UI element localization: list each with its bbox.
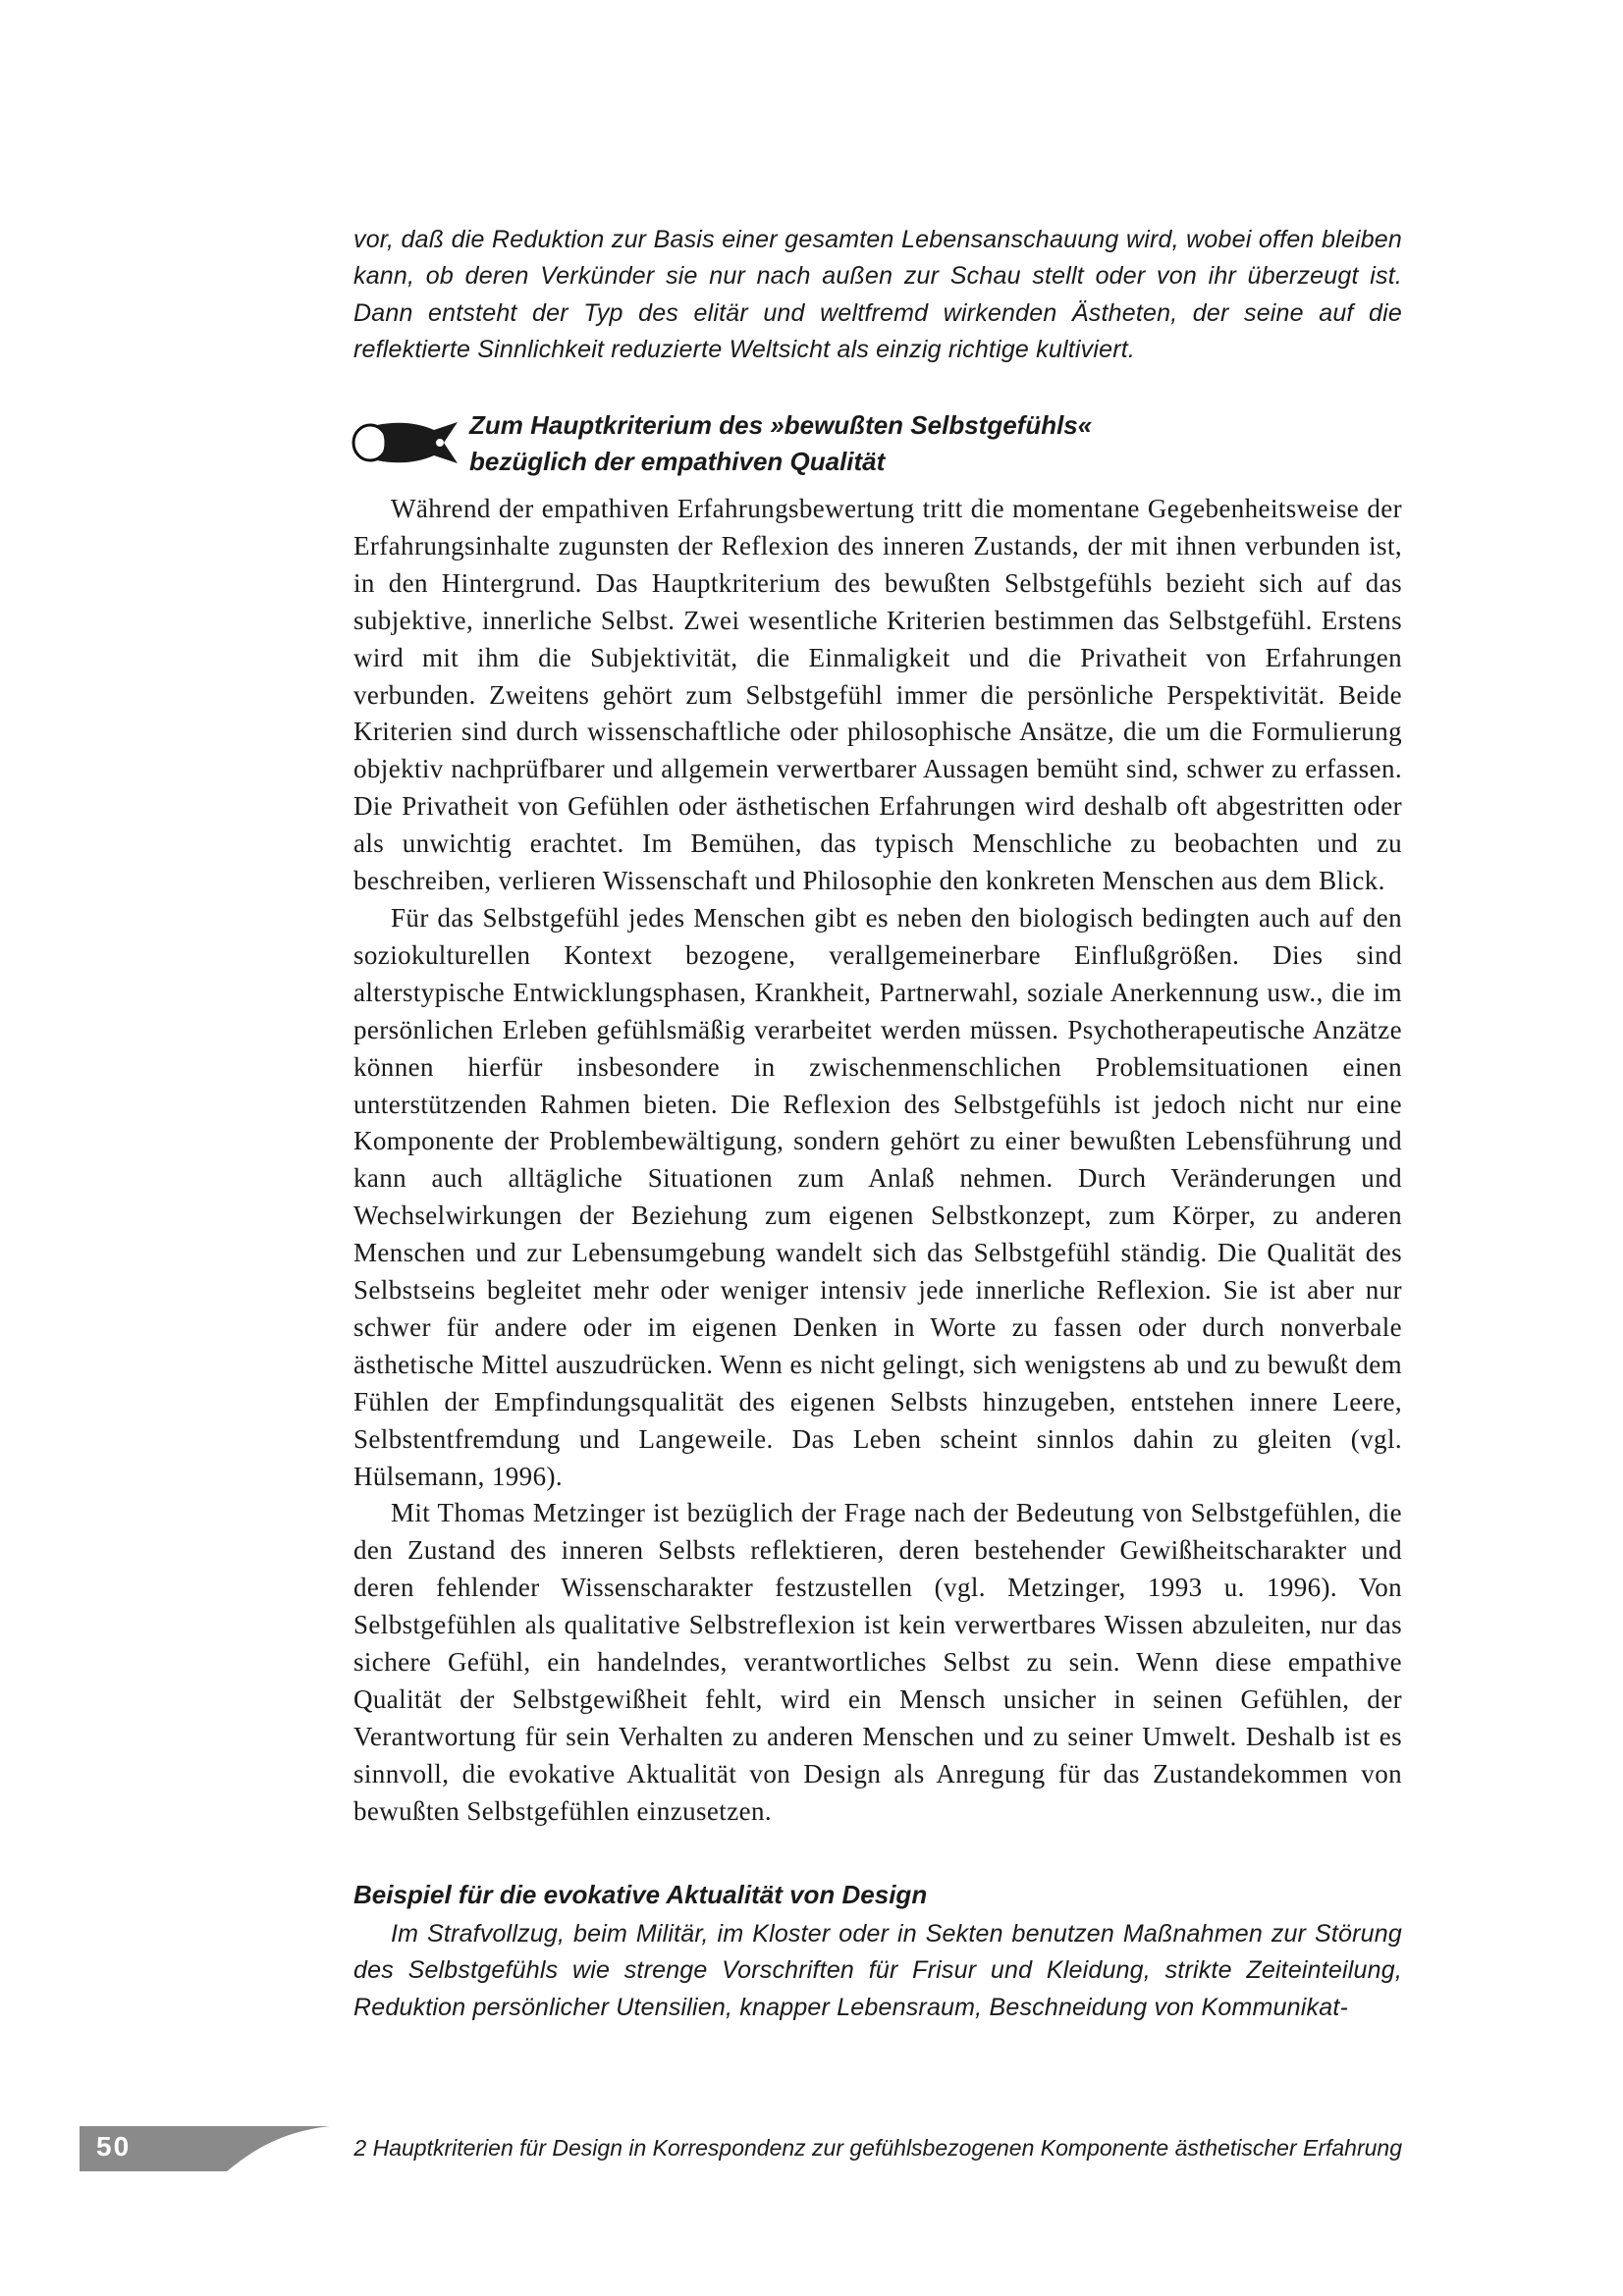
body-paragraph-1: Während der empathiven Erfahrungsbewertung tritt die momentane Gegebenheitsweise der Erfahrungsinhalte zugunsten der Reflexion des inneren Zustands, der mit ihnen verbunden ist, in den Hintergrund. Das Hauptkriterium des bewußten Selbstgefühls bezieht sich auf das subjektive, innerliche Selbst. Zwei wesentliche Kriterien bestimmen das Selbstgefühl. Erstens wird mit ihm die Subjektivität, die Einmaligkeit und die Privatheit von Erfahrungen verbunden. Zweitens gehört zum Selbstgefühl immer die persönliche Perspektivität. Beide Kriterien sind durch wissenschaftliche oder philosophische Ansätze, die um die Formulierung objektiv nachprüfbarer und allgemein verwertbarer Aussagen bemüht sind, schwer zu erfassen. Die Privatheit von Gefühlen oder ästhetischen Erfahrungen wird deshalb oft abgestritten oder als unwichtig erachtet. Im Bemühen, das typisch Menschliche zu beobachten und zu beschreiben, verlieren Wissenschaft und Philosophie den konkreten Menschen aus dem Blick. xyxy=(353,494,1402,896)
body-paragraph-3: Mit Thomas Metzinger ist bezüglich der Frage nach der Bedeutung von Selbstgefühlen, die den Zustand des inneren Selbsts reflektieren, deren bestehender Gewißheitscharakter und deren fehlender Wissenscharakter festzustellen (vgl. Metzinger, 1993 u. 1996). Von Selbstgefühlen als qualitative Selbstreflexion ist kein verwertbares Wissen abzuleiten, nur das sichere Gefühl, ein handelndes, verantwortliches Selbst zu sein. Wenn diese empathive Qualität der Selbstgewißheit fehlt, wird ein Mensch unsicher in seinen Gefühlen, der Verantwortung für sein Verhalten zu anderen Menschen und zu seiner Umwelt. Deshalb ist es sinnvoll, die evokative Aktualität von Design als Anregung für das Zustandekommen von bewußten Selbstgefühlen einzusetzen. xyxy=(353,1498,1402,1826)
intro-paragraph xyxy=(353,222,1402,368)
example-heading: Beispiel für die evokative Aktualität von Design xyxy=(353,1880,928,1909)
intro-text: vor, daß die Reduktion zur Basis einer gesamten Lebensanschauung wird, wobei offen bleiben kann, ob deren Verkünder sie nur nach außen zur Schau stellt oder von ihr überzeugt ist. Dann entsteht der Typ des elitär und weltfremd wirkenden Ästheten, der seine auf die reflektierte Sinnlichkeit reduzierte Weltsicht als einzig richtige kultiviert. xyxy=(353,226,1402,363)
section-heading-line-1: Zum Hauptkriterium des »bewußten Selbstgefühls« xyxy=(469,410,1093,440)
example-text: Im Strafvollzug, beim Militär, im Kloster oder in Sekten benutzen Maßnahmen zur Störung des Selbstgefühls wie strenge Vorschriften für Frisur und Kleidung, strikte Zeiteinteilung, Reduktion persönlicher Utensilien, knapper Lebensraum, Beschneidung von Kommunikat- xyxy=(353,1920,1402,2021)
section-heading xyxy=(469,407,1255,480)
example-paragraph xyxy=(353,1916,1402,2026)
running-footer: 2 Hauptkriterien für Design in Korrespondenz zur gefühlsbezogenen Komponente ästhetischer Erfahrung xyxy=(353,2135,1402,2161)
page-number: 50 xyxy=(96,2131,132,2162)
body-text xyxy=(353,491,1402,1831)
pointing-hand-icon xyxy=(352,418,461,467)
section-heading-line-2: bezüglich der empathiven Qualität xyxy=(469,447,886,476)
body-paragraph-2: Für das Selbstgefühl jedes Menschen gibt es neben den biologisch bedingten auch auf den soziokulturellen Kontext bezogene, verallgemeinerbare Einflußgrößen. Dies sind alterstypische Entwicklungsphasen, Krankheit, Partnerwahl, soziale Anerkennung usw., die im persönlichen Erleben gefühlsmäßig verarbeitet werden müssen. Psychotherapeutische Anzätze können hierfür insbesondere in zwischenmenschlichen Problemsituationen einen unterstützenden Rahmen bieten. Die Reflexion des Selbstgefühls ist jedoch nicht nur eine Komponente der Problembewältigung, sondern gehört zu einer bewußten Lebensführung und kann auch alltägliche Situationen zum Anlaß nehmen. Durch Veränderungen und Wechselwirkungen der Beziehung zum eigenen Selbstkonzept, zum Körper, zu anderen Menschen und zur Lebensumgebung wandelt sich das Selbstgefühl ständig. Die Qualität des Selbstseins begleitet mehr oder weniger intensiv jede innerliche Reflexion. Sie ist aber nur schwer für andere oder im eigenen Denken in Worte zu fassen oder durch nonverbale ästhetische Mittel auszudrücken. Wenn es nicht gelingt, sich wenigstens ab und zu bewußt dem Fühlen der Empfindungsqualität des eigenen Selbsts hinzugeben, entstehen innere Leere, Selbstentfremdung und Langeweile. Das Leben scheint sinnlos dahin zu gleiten (vgl. Hülsemann, 1996). xyxy=(353,902,1402,1491)
